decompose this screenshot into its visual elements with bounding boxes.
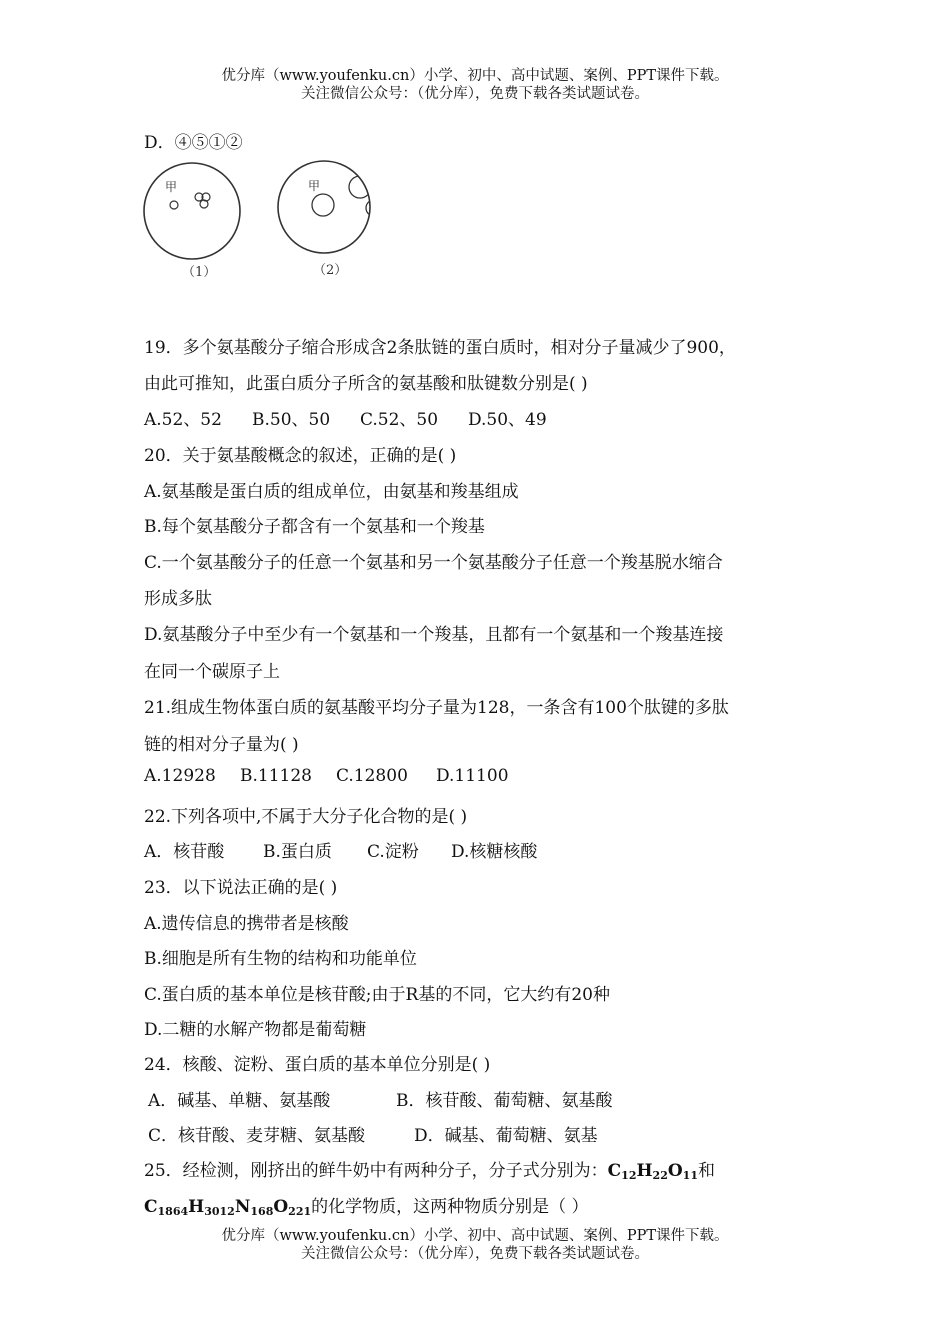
q24-option-b: B．核苷酸、葡萄糖、氨基酸 [396, 1091, 613, 1111]
q21-option-a: A.12928 [144, 766, 216, 786]
q20-stem: 20．关于氨基酸概念的叙述，正确的是( ) [144, 446, 457, 466]
q21-stem-line2: 链的相对分子量为( ) [144, 735, 299, 755]
q20-option-b: B.每个氨基酸分子都含有一个氨基和一个羧基 [144, 517, 485, 537]
q19-option-b: B.50、50 [252, 410, 331, 430]
q24-option-d: D．碱基、葡萄糖、氨基 [414, 1126, 598, 1146]
q20-option-c-line2: 形成多肽 [144, 589, 212, 609]
view-2 [278, 161, 378, 278]
q23-option-a: A.遗传信息的携带者是核酸 [144, 914, 349, 934]
view-2-cell-large [312, 194, 334, 216]
q21-option-d: D.11100 [436, 766, 509, 786]
header-line-1: 优分库（www.youfenku.cn）小学、初中、高中试题、案例、PPT课件下载。 [221, 68, 729, 84]
q22-option-d: D.核糖核酸 [451, 842, 538, 862]
view-1-label: （1） [182, 265, 217, 280]
view-1-field-circle [144, 163, 240, 259]
q19-stem-line2: 由此可推知，此蛋白质分子所含的氨基酸和肽键数分别是( ) [144, 374, 588, 394]
page-header [0, 67, 950, 103]
q24-option-a: A．碱基、单糖、氨基酸 [148, 1091, 331, 1111]
previous-option-d: D．④⑤①② [144, 133, 243, 153]
q21-option-b: B.11128 [240, 766, 312, 786]
page-footer [0, 1227, 950, 1263]
q22-stem: 22.下列各项中,不属于大分子化合物的是( ) [144, 807, 468, 827]
q20-option-d-line2: 在同一个碳原子上 [144, 662, 280, 682]
q25-stem-text: 25．经检测，刚挤出的鲜牛奶中有两种分子，分子式分别为： [144, 1161, 608, 1181]
q21-stem-line1: 21.组成生物体蛋白质的氨基酸平均分子量为128，一条含有100个肽键的多肽 [144, 698, 729, 718]
view-1 [144, 163, 240, 280]
q21-option-c: C.12800 [336, 766, 408, 786]
q19-options [144, 405, 547, 430]
view-1-cell-d [200, 200, 208, 208]
q25-formula-1: $C_{12}H_{22}O_{11}$ [607, 1161, 698, 1182]
q24-stem: 24．核酸、淀粉、蛋白质的基本单位分别是( ) [144, 1055, 491, 1075]
q22-option-a: A．核苷酸 [144, 842, 225, 862]
q22-options [144, 837, 537, 862]
microscope-view-figure [138, 160, 378, 290]
q25-and: 和 [697, 1161, 715, 1181]
q23-option-d: D.二糖的水解产物都是葡萄糖 [144, 1020, 367, 1040]
footer-line-1: 优分库（www.youfenku.cn）小学、初中、高中试题、案例、PPT课件下载。 [221, 1228, 729, 1244]
view-2-field-circle [278, 161, 370, 253]
q20-option-d-line1: D.氨基酸分子中至少有一个氨基和一个羧基，且都有一个氨基和一个羧基连接 [144, 625, 724, 645]
q20-option-a: A.氨基酸是蛋白质的组成单位，由氨基和羧基组成 [144, 482, 519, 502]
q25-stem-line2 [144, 1192, 589, 1217]
q20-option-c-line1: C.一个氨基酸分子的任意一个氨基和另一个氨基酸分子任意一个羧基脱水缩合 [144, 553, 723, 573]
q22-option-c: C.淀粉 [367, 842, 419, 862]
q19-option-c: C.52、50 [360, 410, 439, 430]
q23-option-c: C.蛋白质的基本单位是核苷酸;由于R基的不同，它大约有20种 [144, 985, 610, 1005]
q23-stem: 23．以下说法正确的是( ) [144, 878, 338, 898]
q25-formula-2: $C_{1864}H_{3012}N_{168}O_{221}$ [144, 1197, 312, 1218]
q24-options-row2 [148, 1121, 598, 1146]
q19-option-d: D.50、49 [468, 410, 547, 430]
view-1-marker: 甲 [165, 180, 178, 194]
view-1-cell-a [170, 201, 178, 209]
q25-stem-line1 [144, 1156, 715, 1181]
q19-stem-line1: 19．多个氨基酸分子缩合形成含2条肽链的蛋白质时，相对分子量减少了900， [144, 338, 736, 358]
q23-option-b: B.细胞是所有生物的结构和功能单位 [144, 949, 417, 969]
q24-option-c: C．核苷酸、麦芽糖、氨基酸 [148, 1126, 366, 1146]
view-2-label: （2） [313, 263, 348, 278]
header-line-2: 关注微信公众号：（优分库），免费下载各类试题试卷。 [301, 86, 649, 102]
q19-option-a: A.52、52 [144, 410, 222, 430]
view-2-marker: 甲 [308, 179, 321, 193]
q22-option-b: B.蛋白质 [263, 842, 332, 862]
view-2-cell-edge-right [366, 200, 378, 216]
q21-options [144, 766, 509, 786]
q24-options-row1 [148, 1086, 613, 1111]
q25-stem-tail: 的化学物质，这两种物质分别是（ ） [311, 1197, 589, 1217]
footer-line-2: 关注微信公众号：（优分库），免费下载各类试题试卷。 [301, 1246, 649, 1262]
